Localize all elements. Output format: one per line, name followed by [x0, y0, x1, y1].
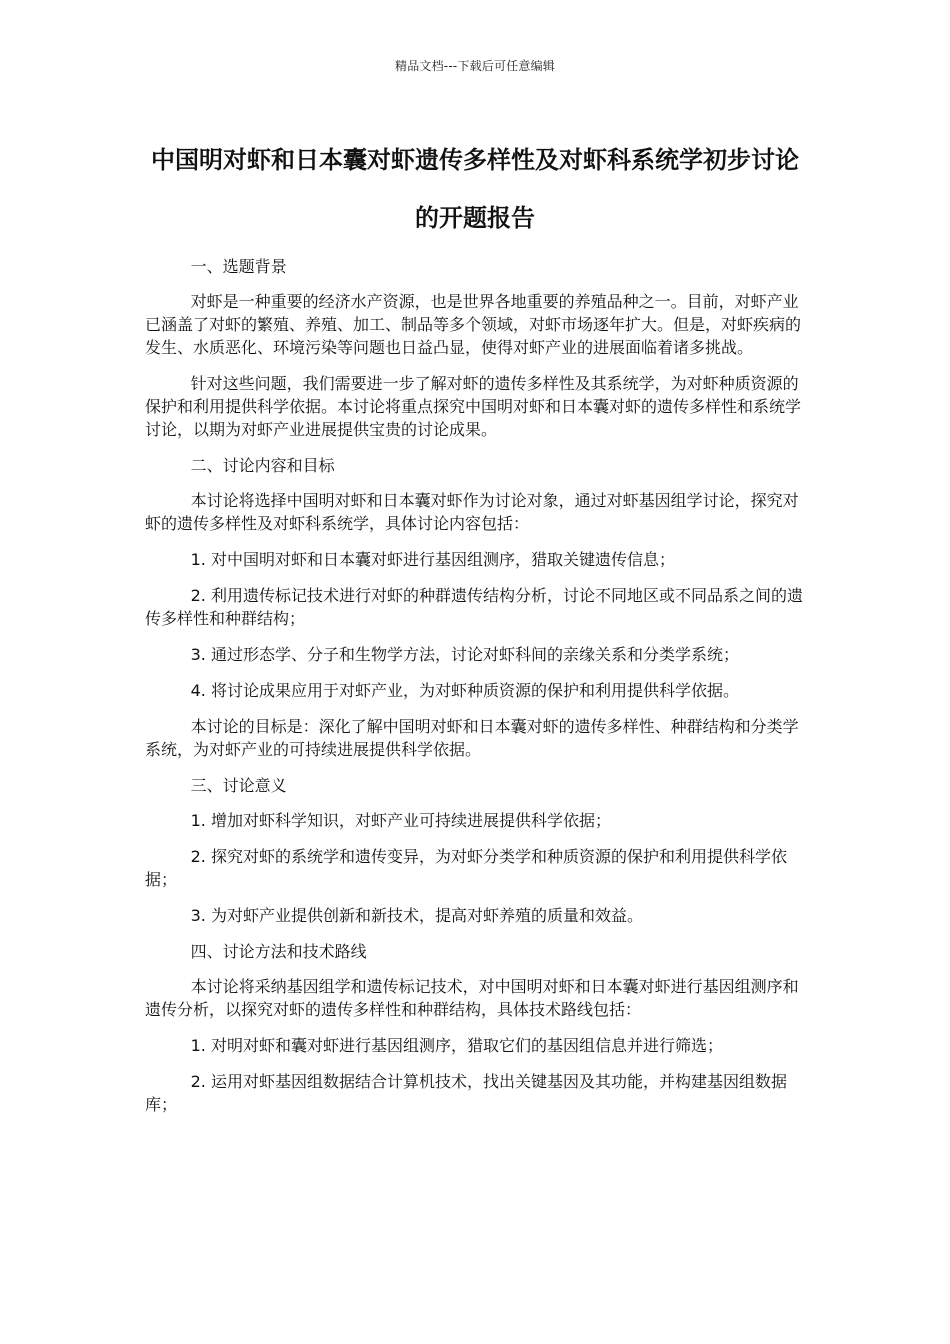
list-item: 1. 对明对虾和囊对虾进行基因组测序，猎取它们的基因组信息并进行筛选； — [190, 1036, 723, 1055]
section-heading-methods: 四、讨论方法和技术路线 — [190, 942, 367, 961]
paragraph: 本讨论将选择中国明对虾和日本囊对虾作为讨论对象，通过对虾基因组学讨论，探究对虾的遗传多样性及对虾科系统学，具体讨论内容包括： — [145, 491, 799, 533]
list-item: 2. 利用遗传标记技术进行对虾的种群遗传结构分析，讨论不同地区或不同品系之间的遗传多样性和种群结构； — [145, 586, 803, 628]
paragraph: 本讨论将采纳基因组学和遗传标记技术，对中国明对虾和日本囊对虾进行基因组测序和遗传分析，以探究对虾的遗传多样性和种群结构，具体技术路线包括： — [145, 977, 799, 1019]
document-body — [145, 255, 805, 1129]
list-item: 2. 探究对虾的系统学和遗传变异，为对虾分类学和种质资源的保护和利用提供科学依据； — [145, 847, 787, 889]
section-heading-background: 一、选题背景 — [190, 257, 287, 276]
list-item: 2. 运用对虾基因组数据结合计算机技术，找出关键基因及其功能，并构建基因组数据库； — [145, 1072, 787, 1114]
list-item: 3. 通过形态学、分子和生物学方法，讨论对虾科间的亲缘关系和分类学系统； — [190, 645, 739, 664]
document-title: 中国明对虾和日本囊对虾遗传多样性及对虾科系统学初步讨论的开题报告 — [151, 146, 799, 232]
paragraph: 对虾是一种重要的经济水产资源，也是世界各地重要的养殖品种之一。目前，对虾产业已涵盖了对虾的繁殖、养殖、加工、制品等多个领域，对虾市场逐年扩大。但是，对虾疾病的发生、水质恶化、环境污染等问题也日益凸显，使得对虾产业的进展面临着诸多挑战。 — [145, 292, 802, 357]
paragraph: 针对这些问题，我们需要进一步了解对虾的遗传多样性及其系统学，为对虾种质资源的保护和利用提供科学依据。本讨论将重点探究中国明对虾和日本囊对虾的遗传多样性和系统学讨论，以期为对虾产业进展提供宝贵的讨论成果。 — [145, 374, 802, 439]
list-item: 4. 将讨论成果应用于对虾产业，为对虾种质资源的保护和利用提供科学依据。 — [190, 681, 739, 700]
list-item: 1. 增加对虾科学知识，对虾产业可持续进展提供科学依据； — [190, 811, 611, 830]
list-item: 1. 对中国明对虾和日本囊对虾进行基因组测序，猎取关键遗传信息； — [190, 550, 675, 569]
paragraph: 本讨论的目标是：深化了解中国明对虾和日本囊对虾的遗传多样性、种群结构和分类学系统，为对虾产业的可持续进展提供科学依据。 — [145, 717, 799, 759]
list-item: 3. 为对虾产业提供创新和新技术，提高对虾养殖的质量和效益。 — [190, 906, 643, 925]
header-note: 精品文档---下载后可任意编辑 — [395, 59, 555, 73]
section-heading-significance: 三、讨论意义 — [190, 776, 287, 795]
section-heading-content-goals: 二、讨论内容和目标 — [190, 456, 335, 475]
